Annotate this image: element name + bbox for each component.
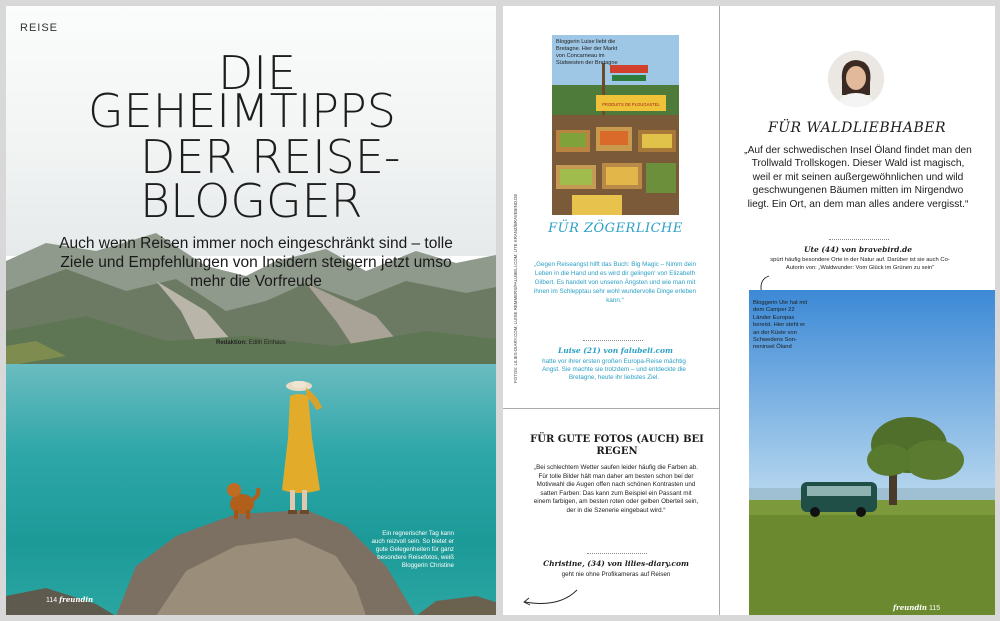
column-divider — [719, 6, 720, 615]
headline-line-3: DER REISE- — [140, 130, 401, 184]
dotted-divider — [587, 553, 647, 554]
dotted-divider — [583, 340, 643, 341]
editor-credit — [216, 340, 286, 346]
avatar — [828, 51, 884, 107]
credit-name: Edith Einhaus — [248, 340, 286, 346]
section-title-fotos: FÜR GUTE FOTOS (AUCH) BEI REGEN — [530, 434, 704, 457]
headline-line-4: BLOGGER — [140, 174, 363, 228]
island-photo — [749, 290, 995, 615]
section-title-wald: FÜR WALDLIEBHABER — [767, 120, 947, 136]
dog-image — [222, 478, 262, 520]
left-page — [6, 6, 496, 615]
folio-right — [893, 603, 940, 612]
credit-label: Redaktion: — [216, 340, 248, 346]
dotted-divider — [829, 239, 889, 240]
attribution-ute: Ute (44) von bravebird.de — [803, 245, 913, 254]
photo-caption-left: Ein regnerischer Tag kann auch reizvoll sein. So bietet er gute Gelegenheiten für ganz besondere Reisefotos, weiß Bloggerin Christine — [371, 530, 454, 569]
lede-text: Auch wenn Reisen immer noch eingeschränkt sind – tolle Ziele und Empfehlungen von Insidern steigern jetzt umso mehr die Vorfreude — [59, 235, 453, 290]
quote-fotos: „Bei schlechtem Wetter saufen leider häufig die Farben ab. Für tolle Bilder hält man daher am besten schon bei der Motivwahl die Augen offen nach schönen Kontrasten und satten Farben: Das kann zum Beispiel ein Passant mit einem farbigen, am besten roten oder gelben Oberteil sein, der in die Szenerie eingebaut wird.“ — [533, 464, 699, 514]
folio-left — [46, 595, 93, 604]
right-page — [503, 6, 995, 615]
quote-wald: „Auf der schwedischen Insel Öland findet man den Trollwald Trollskogen. Dieser Wald ist magisch, weil er mit seinen außergewöhnlichen und wild geschwungenen Bäumen mitten im Nirgendwo liegt. Ein Ort, an dem man alles andere vergisst.“ — [744, 145, 972, 210]
note-christine: geht nie ohne Profikameras auf Reisen — [561, 571, 671, 578]
headline-line-2: GEHEIMTIPPS — [88, 84, 396, 138]
woman-figure-image — [276, 378, 336, 518]
page-number-left: 114 — [46, 597, 58, 604]
quote-zoegerliche: „Gegen Reiseangst hilft das Buch: Big Magic – Nimm dein Leben in die Hand und es wird dir gelingen‘ von Elizabeth Gilbert. Es handelt von unseren Ängsten und wie man mit ihnen im Schlepptau sehr wohl wundervolle Dinge erleben kann.“ — [533, 261, 697, 304]
attribution-christine: Christine, (34) von lilies-diary.com — [543, 559, 689, 568]
photo-credits: FOTOS: LILIES-DIARY.COM; LUISE REMMERS/FALUBELI.COM; UTE KRANZ/BRAVEBIND.DE — [513, 193, 518, 383]
section-title-zoegerliche: FÜR ZÖGERLICHE — [548, 221, 683, 236]
page-number-right: 115 — [928, 605, 941, 612]
section-divider — [503, 408, 719, 409]
market-sign-text: PRODUITS DE PLOUGASTEL — [602, 102, 660, 107]
brand-logo-left: freundin — [59, 595, 94, 604]
note-ute: spürt häufig besondere Orte in der Natur auf. Darüber ist sie auch Co-Autorin von: „Waldwunder: Vom Glück im Grünen zu sein“ — [770, 257, 950, 271]
note-luise: hatte vor ihrer ersten großen Europa-Reise mächtig Angst. Sie machte sie trotzdem – und entdeckte die Bretagne, heute ihr liebstes Ziel. — [542, 358, 686, 381]
section-label: REISE — [20, 22, 59, 34]
attribution-luise: Luise (21) von falubeli.com — [558, 346, 673, 355]
market-photo — [552, 35, 679, 215]
headline-line-1: DIE — [218, 46, 297, 100]
portrait-image — [828, 51, 884, 107]
island-photo-caption: Bloggerin Ute hat mit dem Camper 22 Länder Europas bereist. Hier steht er an der Küste von Schwedens Sonneninsel Öland — [753, 300, 808, 351]
arrow-icon — [519, 586, 579, 610]
brand-logo-right: freundin — [893, 603, 927, 612]
market-photo-caption: Bloggerin Luise liebt die Bretagne. Hier der Markt von Concarneau im Südwesten der Bretagne — [556, 39, 618, 66]
